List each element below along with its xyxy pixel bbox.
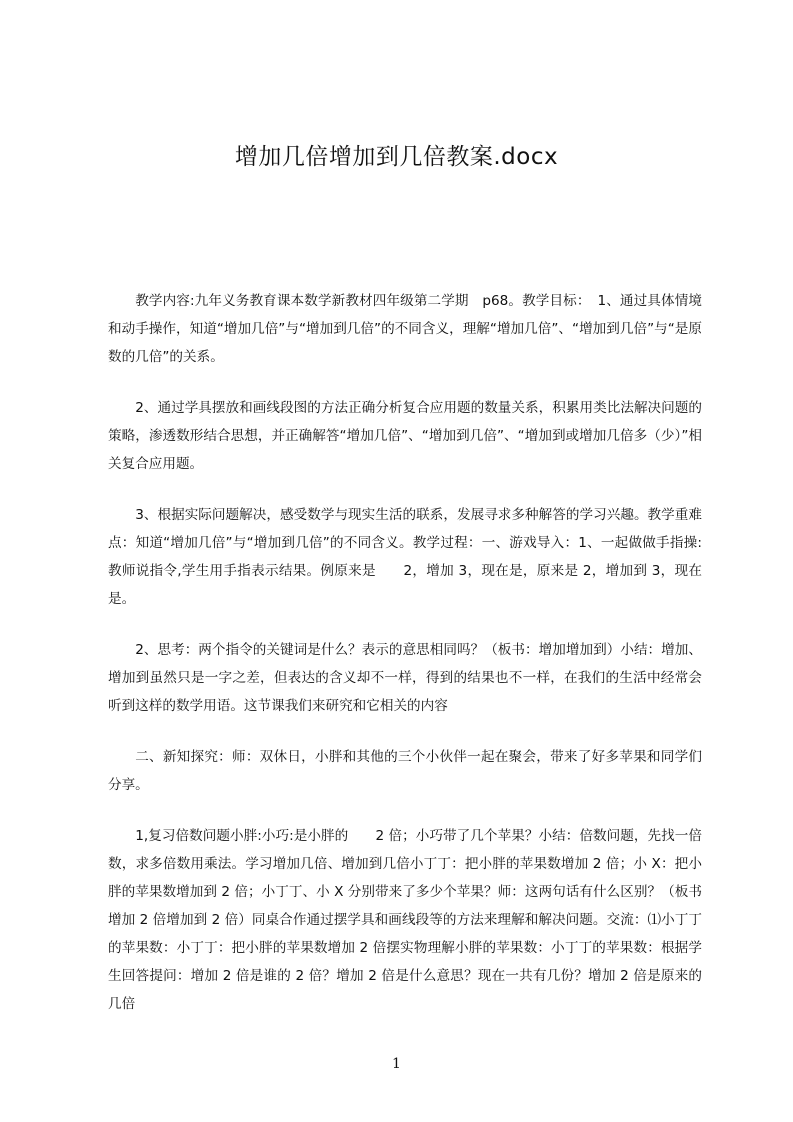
paragraph-review: 1,复习倍数问题小胖:小巧:是小胖的 2 倍；小巧带了几个苹果？小结：倍数问题，先找一倍数，求多倍数用乘法。学习增加几倍、增加到几倍小丁丁：把小胖的苹果数增加 2 倍；小 X：把小胖的苹果数增加到 2 倍；小丁丁、小 X 分别带来了多少个苹果？师：这两句话有什么区别？（板书增加 2 倍增加到 2 倍）同桌合作通过摆学具和画线段等的方法来理解和解决问题。交流：⑴小丁丁的苹果数：小丁丁：把小胖的苹果数增加 2 倍摆实物理解小胖的苹果数：小丁丁的苹果数：根据学生回答提问：增加 2 倍是谁的 2 倍？增加 2 倍是什么意思？现在一共有几份？增加 2 倍是原来的几倍 bbox=[108, 828, 702, 1012]
document-body bbox=[108, 287, 702, 1041]
paragraph-thinking: 2、思考：两个指令的关键词是什么？表示的意思相同吗？（板书：增加增加到）小结：增加、增加到虽然只是一字之差，但表达的含义却不一样，得到的结果也不一样，在我们的生活中经常会听到这样的数学用语。这节课我们来研究和它相关的内容 bbox=[108, 642, 702, 714]
paragraph-objective-2: 2、通过学具摆放和画线段图的方法正确分析复合应用题的数量关系，积累用类比法解决问题的策略，渗透数形结合思想，并正确解答“增加几倍”、“增加到几倍”、“增加到或增加几倍多（少）”相关复合应用题。 bbox=[108, 400, 702, 472]
paragraph-new-knowledge: 二、新知探究：师：双休日，小胖和其他的三个小伙伴一起在聚会，带来了好多苹果和同学们分享。 bbox=[108, 749, 702, 793]
document-title: 增加几倍增加到几倍教案.docx bbox=[234, 144, 559, 170]
page-number: 1 bbox=[392, 1056, 401, 1072]
paragraph-objectives: 教学内容:九年义务教育课本数学新教材四年级第二学期 p68。教学目标： 1、通过具体情境和动手操作，知道“增加几倍”与“增加到几倍”的不同含义，理解“增加几倍”、“增加到几倍”与“是原数的几倍”的关系。 bbox=[108, 293, 702, 365]
paragraph-objective-3: 3、根据实际问题解决，感受数学与现实生活的联系，发展寻求多种解答的学习兴趣。教学重难点：知道“增加几倍”与“增加到几倍”的不同含义。教学过程：一、游戏导入：1、一起做做手指操:教师说指令,学生用手指表示结果。例原来是 2，增加 3，现在是，原来是 2，增加到 3，现在是。 bbox=[108, 507, 702, 607]
